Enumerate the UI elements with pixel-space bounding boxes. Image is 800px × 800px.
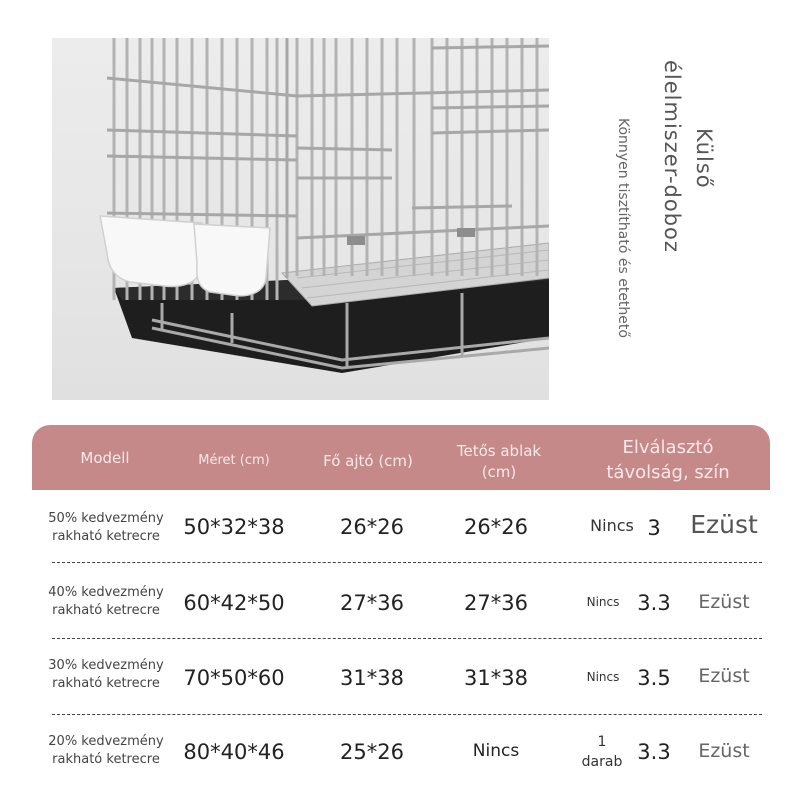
caption-konnyen-tisztithato: Könnyen tisztítható és etethető — [615, 118, 631, 338]
header-tetos-ablak — [457, 441, 541, 483]
row-divider — [582, 732, 623, 772]
table-row — [0, 642, 800, 714]
row-distance: 3 — [647, 516, 661, 540]
row-divider-line1: 1 — [597, 734, 607, 750]
row-size: 60*42*50 — [183, 591, 285, 615]
row-model-line1: 50% kedvezmény — [48, 511, 164, 526]
row-model — [48, 733, 163, 769]
row-model-line1: 40% kedvezmény — [48, 585, 164, 600]
row-size: 70*50*60 — [183, 666, 285, 690]
row-model — [48, 510, 163, 546]
row-model-line2: rakható ketrecre — [52, 529, 160, 544]
row-model — [48, 657, 163, 693]
header-tetos-ablak-line2: (cm) — [481, 463, 517, 481]
row-roof-window: 27*36 — [464, 591, 528, 615]
cage-product-photo — [52, 38, 549, 400]
header-elvalaszto-line2: távolság, szín — [606, 462, 730, 483]
row-main-door: 26*26 — [340, 515, 404, 539]
row-model — [48, 584, 163, 620]
row-divider: Nincs — [586, 670, 620, 684]
table-row — [0, 566, 800, 638]
row-model-line2: rakható ketrecre — [52, 752, 160, 767]
row-roof-window: 31*38 — [464, 666, 528, 690]
row-color: Ezüst — [698, 591, 750, 613]
caption-elelmiszer-doboz: élelmiszer-doboz — [660, 60, 684, 253]
caption-kulso: Külső — [692, 128, 716, 189]
row-main-door: 27*36 — [340, 591, 404, 615]
row-roof-window: 26*26 — [464, 515, 528, 539]
table-header — [32, 425, 770, 490]
row-distance: 3.5 — [637, 666, 671, 690]
row-main-door: 25*26 — [340, 740, 404, 764]
header-modell: Modell — [80, 449, 130, 467]
row-color: Ezüst — [698, 740, 750, 762]
row-model-line1: 20% kedvezmény — [48, 734, 164, 749]
row-roof-window: Nincs — [472, 741, 520, 761]
header-fo-ajto: Fő ajtó (cm) — [323, 452, 413, 470]
header-tetos-ablak-line1: Tetős ablak — [456, 442, 542, 460]
row-separator — [52, 714, 762, 715]
row-model-line1: 30% kedvezmény — [48, 658, 164, 673]
table-row — [0, 718, 800, 790]
row-divider: Nincs — [590, 516, 634, 535]
row-color: Ezüst — [698, 665, 750, 687]
row-distance: 3.3 — [637, 740, 671, 764]
row-divider: Nincs — [586, 595, 620, 609]
row-distance: 3.3 — [637, 591, 671, 615]
row-separator — [52, 562, 762, 563]
row-separator — [52, 638, 762, 639]
row-model-line2: rakható ketrecre — [52, 603, 160, 618]
header-elvalaszto-line1: Elválasztó — [622, 437, 714, 458]
cage-illustration — [52, 38, 549, 400]
row-size: 50*32*38 — [183, 515, 285, 539]
header-meret: Méret (cm) — [198, 453, 270, 468]
row-main-door: 31*38 — [340, 666, 404, 690]
header-elvalaszto — [606, 435, 729, 485]
row-divider-line2: darab — [581, 754, 623, 770]
table-row — [0, 490, 800, 562]
row-model-line2: rakható ketrecre — [52, 676, 160, 691]
row-size: 80*40*46 — [183, 740, 285, 764]
row-color: Ezüst — [690, 510, 758, 539]
